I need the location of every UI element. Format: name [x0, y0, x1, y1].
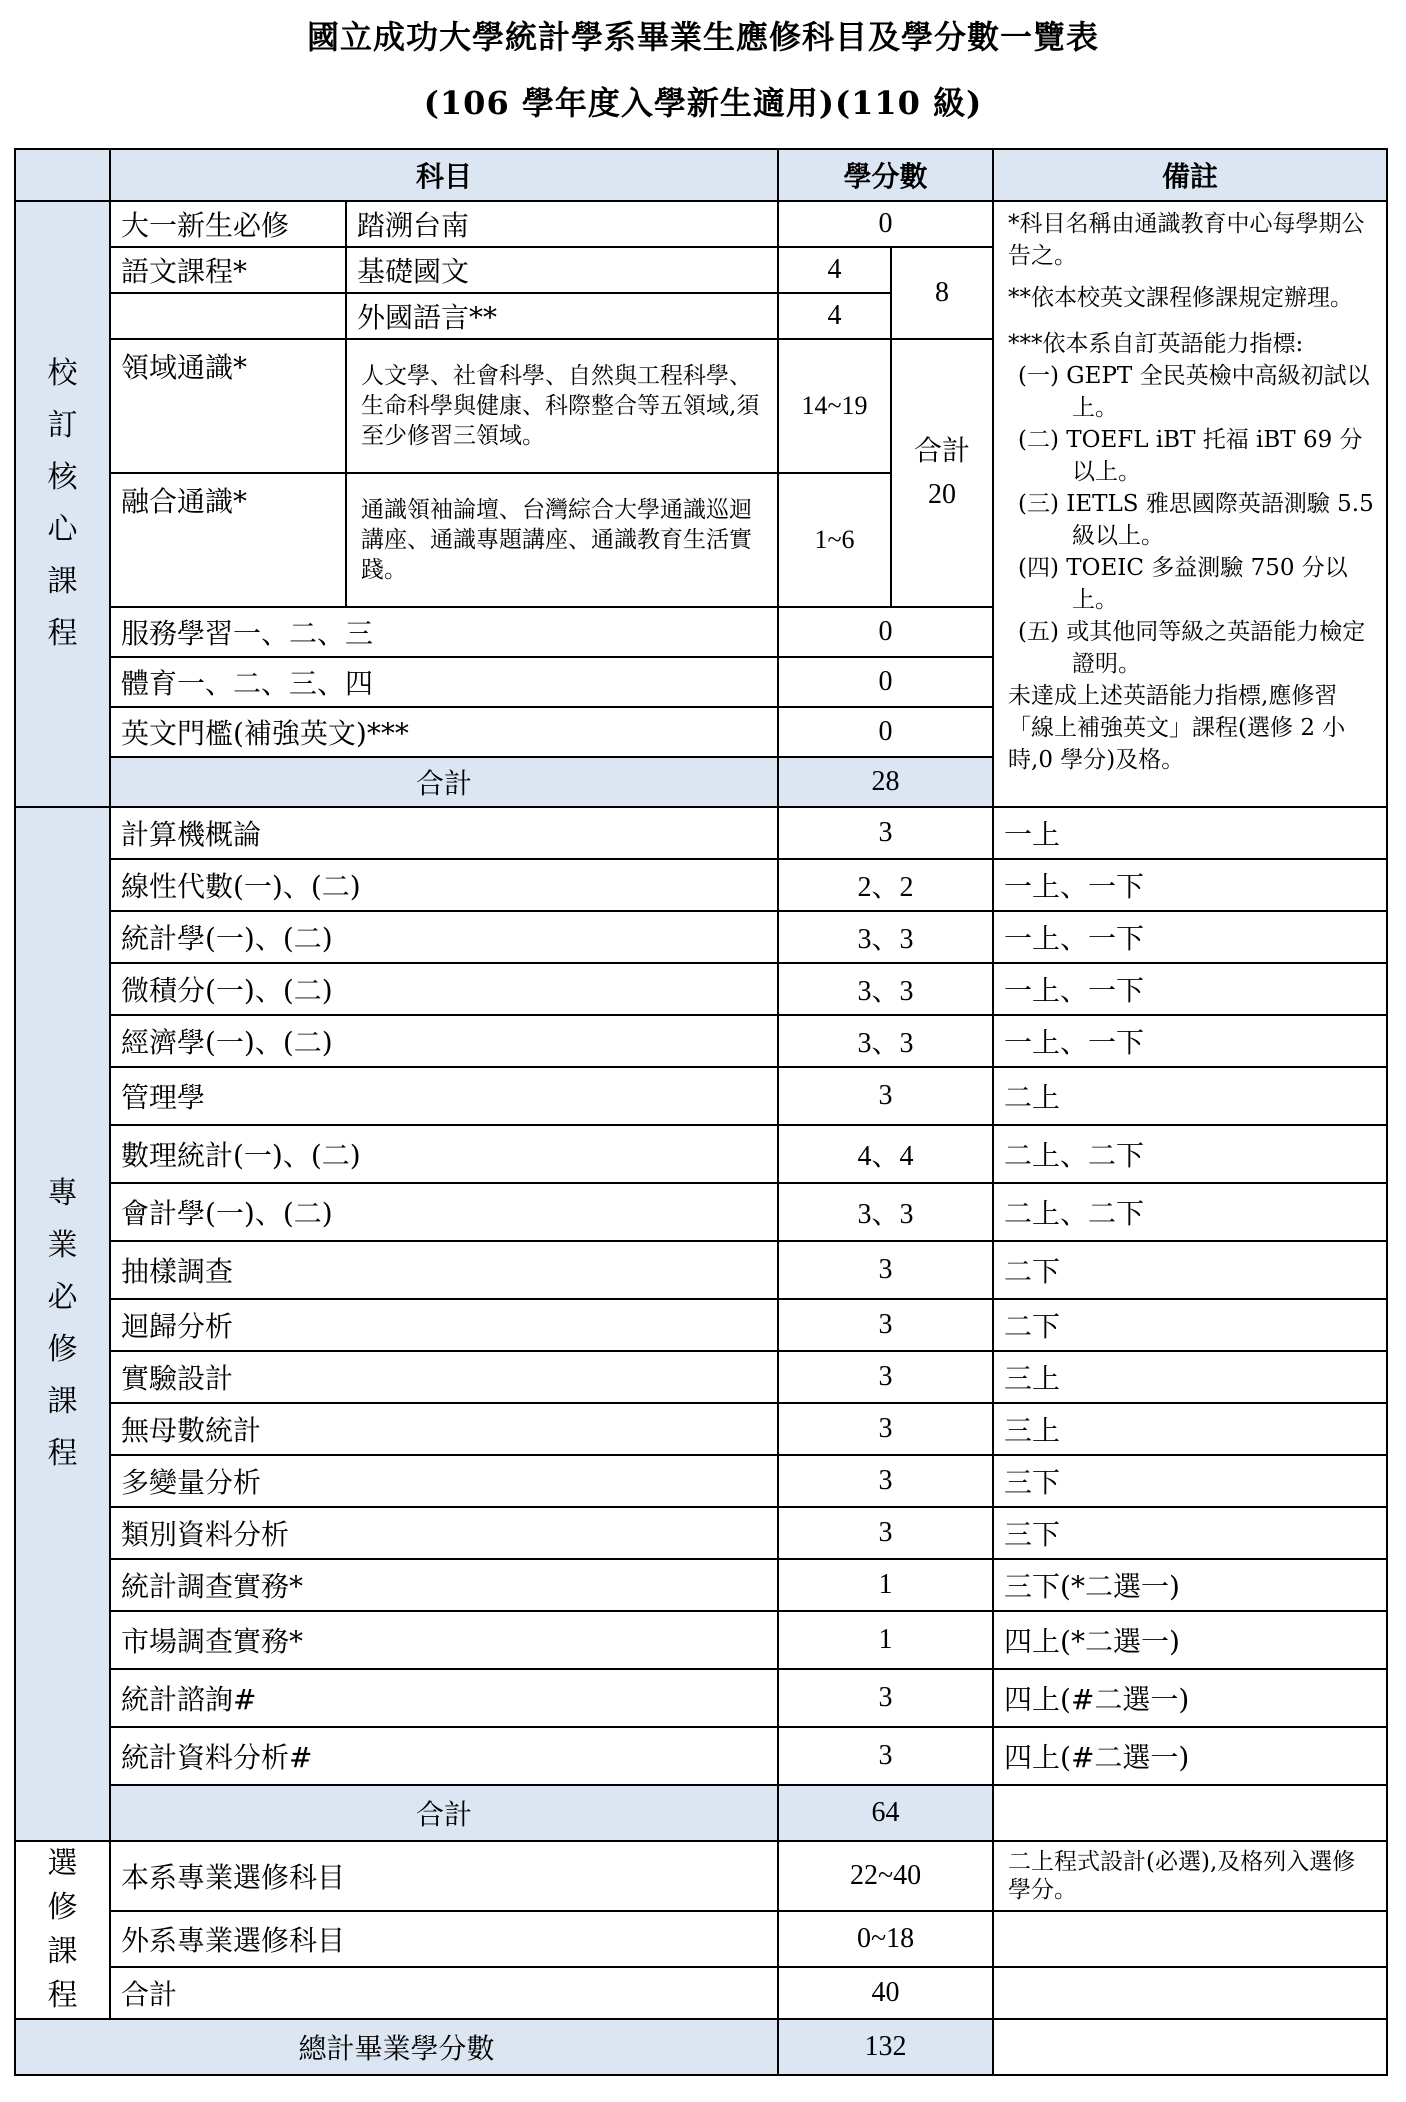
- course-name: 迴歸分析: [110, 1299, 778, 1351]
- table-row: [15, 807, 1387, 859]
- course-credits: 3: [778, 1669, 993, 1727]
- school-core-notes: *科目名稱由通識教育中心每學期公告之。 **依本校英文課程修課規定辦理。 ***依本系自訂英語能力指標: (一) GEPT 全民英檢中高級初試以上。 (二) TOEFL iBT 托福 iBT 69 分以上。 (三) IETLS 雅思國際英語測驗 5.5 級以上。 (四) TOEIC 多益測驗 750 分以上。 (五) 或其他同等級之英語能力檢定證明。 未達成上述英語能力指標,應修習「線上補強英文」課程(選修 2 小時,0 學分)及格。: [993, 201, 1387, 807]
- dept-electives-note: 二上程式設計(必選),及格列入選修學分。: [993, 1841, 1387, 1911]
- course-credits: 3: [778, 1067, 993, 1125]
- table-row: [15, 1015, 1387, 1067]
- required-total-note: [993, 1785, 1387, 1841]
- course-credits: 3: [778, 807, 993, 859]
- course-credits: 3: [778, 1241, 993, 1299]
- course-name: 管理學: [110, 1067, 778, 1125]
- table-row: [15, 1669, 1387, 1727]
- course-note: 一上、一下: [993, 859, 1387, 911]
- required-total-label: 合計: [110, 1785, 778, 1841]
- course-note: 二下: [993, 1299, 1387, 1351]
- course-name: 統計資料分析#: [110, 1727, 778, 1785]
- table-row: [15, 1455, 1387, 1507]
- table-row: [15, 963, 1387, 1015]
- service-credits: 0: [778, 607, 993, 657]
- header-corner: [15, 149, 110, 201]
- grand-total-label: 總計畢業學分數: [15, 2019, 778, 2075]
- course-credits: 1: [778, 1611, 993, 1669]
- table-row: [15, 1403, 1387, 1455]
- course-credits: 2、2: [778, 859, 993, 911]
- table-row: [15, 1611, 1387, 1669]
- course-name: 統計調查實務*: [110, 1559, 778, 1611]
- table-row: [15, 1067, 1387, 1125]
- course-credits: 3: [778, 1351, 993, 1403]
- course-note: 三上: [993, 1403, 1387, 1455]
- category-elective: 選 修 課 程: [15, 1841, 110, 2019]
- course-name: 線性代數(一)、(二): [110, 859, 778, 911]
- course-name: 統計學(一)、(二): [110, 911, 778, 963]
- school-core-total: 28: [778, 757, 993, 807]
- foreign-credits: 4: [778, 293, 891, 339]
- elective-total-note: [993, 1967, 1387, 2019]
- course-note: 一上、一下: [993, 1015, 1387, 1067]
- integrated-credits: 1~6: [778, 473, 891, 607]
- course-name: 抽樣調查: [110, 1241, 778, 1299]
- course-name: 經濟學(一)、(二): [110, 1015, 778, 1067]
- course-credits: 1: [778, 1559, 993, 1611]
- other-electives: 外系專業選修科目: [110, 1911, 778, 1967]
- course-credits: 3: [778, 1299, 993, 1351]
- table-row: [15, 1727, 1387, 1785]
- course-credits: 3: [778, 1727, 993, 1785]
- table-row: [15, 1967, 1387, 2019]
- course-name: 數理統計(一)、(二): [110, 1125, 778, 1183]
- integrated-description: 通識領袖論壇、台灣綜合大學通識巡迴講座、通識專題講座、通識教育生活實踐。: [346, 473, 778, 607]
- course-note: 三上: [993, 1351, 1387, 1403]
- english-credits: 0: [778, 707, 993, 757]
- course-credits: 3: [778, 1507, 993, 1559]
- course-name: 類別資料分析: [110, 1507, 778, 1559]
- course-note: 三下: [993, 1455, 1387, 1507]
- table-row: [15, 1785, 1387, 1841]
- course-credits: 3、3: [778, 911, 993, 963]
- general-total-value: 20: [928, 479, 957, 510]
- grand-total-row: [15, 2019, 1387, 2075]
- course-name: 計算機概論: [110, 807, 778, 859]
- general-total-label: 合計: [914, 434, 971, 467]
- course-note: 三下: [993, 1507, 1387, 1559]
- table-row: [15, 201, 1387, 247]
- credits-table: [14, 148, 1388, 2076]
- table-row: [15, 1125, 1387, 1183]
- domain-label: 領域通識*: [110, 339, 346, 473]
- category-school-core: 校 訂 核 心 課 程: [15, 201, 110, 807]
- chinese-credits: 4: [778, 247, 891, 293]
- grand-total-note: [993, 2019, 1387, 2075]
- course-note: 一上、一下: [993, 963, 1387, 1015]
- school-core-total-label: 合計: [110, 757, 778, 807]
- course-credits: 3、3: [778, 1183, 993, 1241]
- english-threshold: 英文門檻(補強英文)***: [110, 707, 778, 757]
- category-major-required: 專 業 必 修 課 程: [15, 807, 110, 1841]
- integrated-label: 融合通識*: [110, 473, 346, 607]
- other-electives-credits: 0~18: [778, 1911, 993, 1967]
- dept-electives: 本系專業選修科目: [110, 1841, 778, 1911]
- header-credits: 學分數: [778, 149, 993, 201]
- course-name: 實驗設計: [110, 1351, 778, 1403]
- course-note: 二上、二下: [993, 1125, 1387, 1183]
- language-label: 語文課程*: [110, 247, 346, 293]
- table-header-row: [15, 149, 1387, 201]
- course-name: 微積分(一)、(二): [110, 963, 778, 1015]
- course-credits: 3、3: [778, 963, 993, 1015]
- table-row: [15, 1559, 1387, 1611]
- table-row: [15, 1911, 1387, 1967]
- service-learning: 服務學習一、二、三: [110, 607, 778, 657]
- header-subject: 科目: [110, 149, 778, 201]
- course-note: 二上: [993, 1067, 1387, 1125]
- course-note: 四上(*二選一): [993, 1611, 1387, 1669]
- table-row: [15, 1507, 1387, 1559]
- grand-total: 132: [778, 2019, 993, 2075]
- course-note: 三下(*二選一): [993, 1559, 1387, 1611]
- document-title: 國立成功大學統計學系畢業生應修科目及學分數一覽表: [306, 18, 1099, 56]
- course-name: 會計學(一)、(二): [110, 1183, 778, 1241]
- dept-electives-credits: 22~40: [778, 1841, 993, 1911]
- course-note: 一上: [993, 807, 1387, 859]
- course-name: 市場調查實務*: [110, 1611, 778, 1669]
- elective-total-label: 合計: [110, 1967, 778, 2019]
- course-note: 二上、二下: [993, 1183, 1387, 1241]
- table-row: [15, 1299, 1387, 1351]
- course-note: 四上(#二選一): [993, 1727, 1387, 1785]
- document-subtitle: (106 學年度入學新生適用)(110 級): [423, 84, 983, 122]
- freshman-label: 大一新生必修: [110, 201, 346, 247]
- table-row: [15, 911, 1387, 963]
- course-name: 多變量分析: [110, 1455, 778, 1507]
- course-credits: 3: [778, 1455, 993, 1507]
- table-row: [15, 1241, 1387, 1299]
- domain-credits: 14~19: [778, 339, 891, 473]
- table-row: [15, 1841, 1387, 1911]
- course-note: 四上(#二選一): [993, 1669, 1387, 1727]
- table-row: [15, 859, 1387, 911]
- physical-education: 體育一、二、三、四: [110, 657, 778, 707]
- language-total: 8: [891, 247, 993, 339]
- course-credits: 3: [778, 1403, 993, 1455]
- pe-credits: 0: [778, 657, 993, 707]
- course-name: 無母數統計: [110, 1403, 778, 1455]
- freshman-credits: 0: [778, 201, 993, 247]
- required-total: 64: [778, 1785, 993, 1841]
- freshman-course: 踏溯台南: [346, 201, 778, 247]
- course-credits: 3、3: [778, 1015, 993, 1067]
- header-notes: 備註: [993, 149, 1387, 201]
- other-electives-note: [993, 1911, 1387, 1967]
- foreign-course: 外國語言**: [346, 293, 778, 339]
- course-credits: 4、4: [778, 1125, 993, 1183]
- course-note: 二下: [993, 1241, 1387, 1299]
- course-name: 統計諮詢#: [110, 1669, 778, 1727]
- domain-description: 人文學、社會科學、自然與工程科學、生命科學與健康、科際整合等五領域,須至少修習三領域。: [346, 339, 778, 473]
- course-note: 一上、一下: [993, 911, 1387, 963]
- chinese-course: 基礎國文: [346, 247, 778, 293]
- language-empty-cell: [110, 293, 346, 339]
- general-total: [891, 339, 993, 607]
- table-row: [15, 1183, 1387, 1241]
- table-row: [15, 1351, 1387, 1403]
- elective-total: 40: [778, 1967, 993, 2019]
